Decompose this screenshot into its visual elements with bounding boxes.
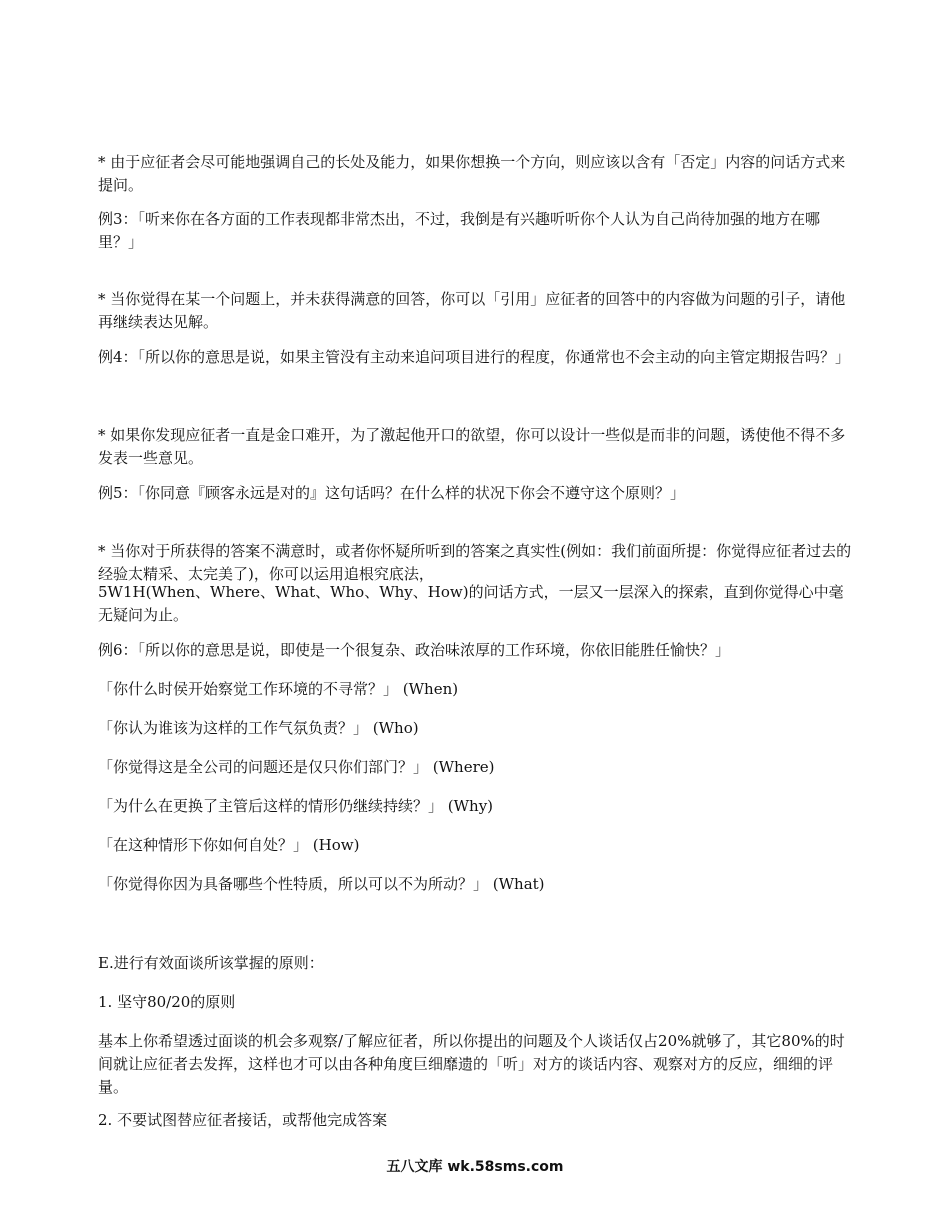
principle-1-heading: 1. 坚守80/20的原则 (98, 993, 236, 1011)
paragraph-example-4: 例4：「所以你的意思是说，如果主管没有主动来追问项目进行的程度，你通常也不会主动的向主管定期报告吗？」 (98, 348, 851, 366)
section-heading-principles: E.进行有效面谈所该掌握的原则： (98, 954, 324, 972)
question-when: 「你什么时侯开始察觉工作环境的不寻常？」 (When) (98, 680, 459, 698)
paragraph-5w1h-method: 5W1H(When、Where、What、Who、Why、How)的问话方式，一层又一层深入的探索，直到你觉得心中毫无疑问为止。 (98, 583, 844, 624)
question-why: 「为什么在更换了主管后这样的情形仍继续持续？」 (Why) (98, 797, 494, 815)
paragraph-probing-tip: * 当你对于所获得的答案不满意时，或者你怀疑所听到的答案之真实性(例如：我们前面所提：你觉得应征者过去的经验太精采、太完美了)，你可以运用追根究底法， (98, 542, 852, 583)
paragraph-negative-question-tip: * 由于应征者会尽可能地强调自己的长处及能力，如果你想换一个方向，则应该以含有「否定」内容的问话方式来提问。 (98, 153, 846, 194)
question-how: 「在这种情形下你如何自处？」 (How) (98, 836, 360, 854)
paragraph-provocative-question-tip: * 如果你发现应征者一直是金口难开，为了激起他开口的欲望，你可以设计一些似是而非的问题，诱使他不得不多发表一些意见。 (98, 426, 846, 467)
paragraph-example-3: 例3：「听来你在各方面的工作表现都非常杰出，不过，我倒是有兴趣听听你个人认为自己尚待加强的地方在哪里？」 (98, 210, 821, 251)
paragraph-quote-answer-tip: * 当你觉得在某一个问题上，并未获得满意的回答，你可以「引用」应征者的回答中的内容做为问题的引子，请他再继续表达见解。 (98, 290, 846, 331)
paragraph-example-6: 例6：「所以你的意思是说，即使是一个很复杂、政治味浓厚的工作环境，你依旧能胜任愉快？」 (98, 641, 731, 659)
question-where: 「你觉得这是全公司的问题还是仅只你们部门？」 (Where) (98, 758, 495, 776)
question-what: 「你觉得你因为具备哪些个性特质，所以可以不为所动？」 (What) (98, 875, 545, 893)
principle-1-body: 基本上你希望透过面谈的机会多观察/了解应征者，所以你提出的问题及个人谈话仅占20%就够了，其它80%的时间就让应征者去发挥，这样也才可以由各种角度巨细靡遗的「听」对方的谈话内容、观察对方的反应，细细的评量。 (98, 1032, 845, 1096)
question-who: 「你认为谁该为这样的工作气氛负责？」 (Who) (98, 719, 419, 737)
paragraph-example-5: 例5：「你同意『顾客永远是对的』这句话吗？在什么样的状况下你会不遵守这个原则？」 (98, 484, 686, 502)
footer-watermark: 五八文库 wk.58sms.com (386, 1159, 564, 1175)
principle-2-heading: 2. 不要试图替应征者接话，或帮他完成答案 (98, 1111, 388, 1129)
